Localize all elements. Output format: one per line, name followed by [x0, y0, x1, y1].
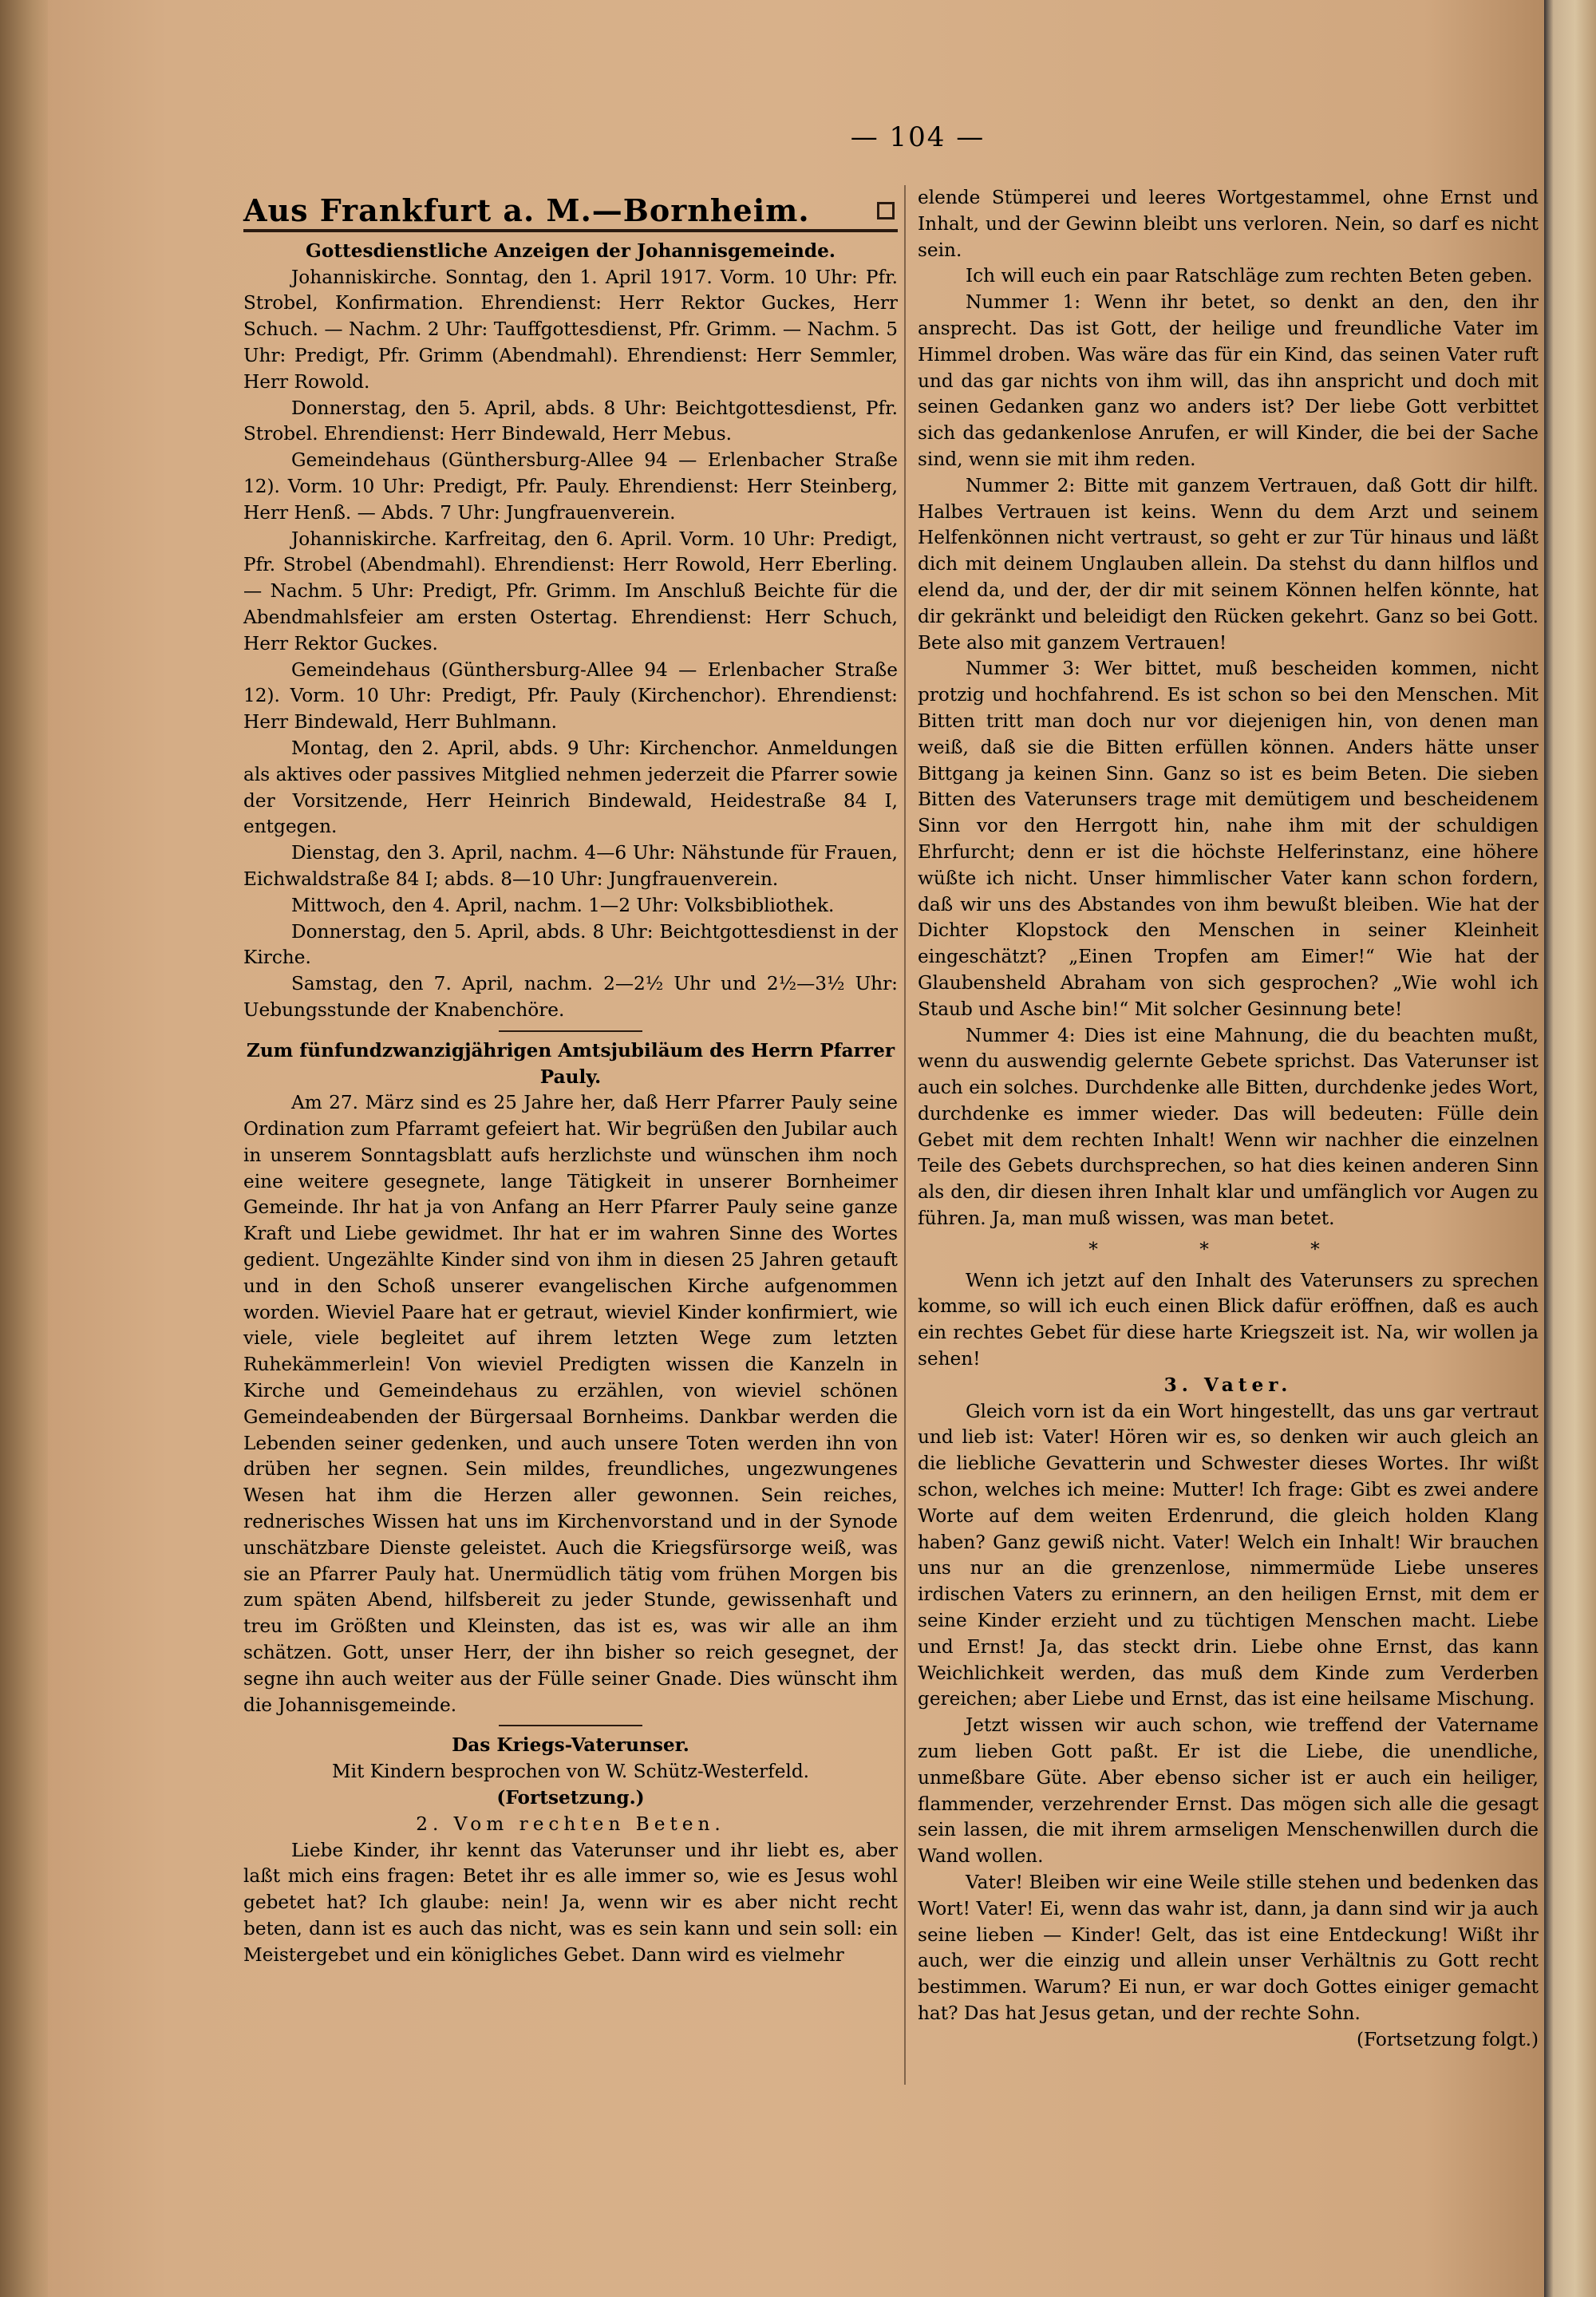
jubilee-heading: Zum fünfundzwanzigjährigen Amtsjubiläum des Herrn Pfarrer Pauly. — [246, 1039, 895, 1088]
service-paragraph: Gemeindehaus (Günthersburg-Allee 94 — Erlenbacher Straße 12). Vorm. 10 Uhr: Predigt, Pfr. Pauly. Ehrendienst: Herr Steinberg, Herr Henß. — Abds. 7 Uhr: Jungfrauenverein. — [243, 449, 898, 524]
section-divider — [499, 1030, 642, 1032]
article-byline: Mit Kindern besprochen von W. Schütz-Westerfeld. — [331, 1761, 810, 1783]
service-paragraph: Johanniskirche. Karfreitag, den 6. April. Vorm. 10 Uhr: Predigt, Pfr. Strobel (Abendmahl). Ehrendienst: Herr Rowold, Herr Eberling. — Nachm. 5 Uhr: Predigt, Pfr. Grimm. Im Anschluß Beichte für die Abendmahlsfeier am ersten Ostertag. Ehrendienst: Herr Schuch, Herr Rektor Guckes. — [243, 528, 898, 654]
article-paragraph: Nummer 2: Bitte mit ganzem Vertrauen, daß Gott dir hilft. Halbes Vertrauen ist keins. Wenn du dem Arzt und seinem Helfenkönnen nicht vertraust, so geht er zur Tür hinaus und läßt dich mit deinem Unglauben allein. Da stehst du dann hilflos und elend da, und der, der dir mit seinem Können helfen könnte, hat dir gekränkt und beleidigt den Rücken gekehrt. Ganz so bei Gott. Bete also mit ganzem Vertrauen! — [918, 474, 1539, 654]
article-paragraph: elende Stümperei und leeres Wortgestammel, ohne Ernst und Inhalt, und der Gewinn bleibt uns verloren. Nein, so darf es nicht sein. — [918, 187, 1539, 261]
article-subheading: 3. Vater. — [1163, 1374, 1293, 1396]
column-rule — [904, 185, 906, 2085]
article-paragraph: Wenn ich jetzt auf den Inhalt des Vaterunsers zu sprechen komme, so will ich euch einen Blick dafür eröffnen, daß es auch ein rechtes Gebet für diese harte Kriegszeit ist. Na, wir wollen ja sehen! — [918, 1269, 1539, 1370]
article-paragraph: Gleich vorn ist da ein Wort hingestellt, das uns gar vertraut und lieb ist: Vater! Hören wir es, so denken wir auch gleich an die liebliche Gevatterin und Schwester dieses Wortes. Ihr wißt schon, welches ich meine: Mutter! Ich frage: Gibt es zwei andere Worte auf dem weiten Erdenrund, die gleich holden Klang haben? Ganz gewiß nicht. Vater! Welch ein Inhalt! Wir brauchen uns nur an die grenzenlose, nimmermüde Liebe unseres irdischen Vaters zu erinnern, an den heiligen Ernst, mit dem er seine Kinder erzieht und zu tüchtigen Menschen macht. Liebe und Ernst! Ja, das steckt drin. Liebe ohne Ernst, das kann Weichlichkeit werden, das muß dem Kinde zum Verderben gereichen; aber Liebe und Ernst, das ist eine heilsame Mischung. — [918, 1400, 1539, 1710]
article-paragraph: Ich will euch ein paar Ratschläge zum rechten Beten geben. — [966, 265, 1533, 287]
continuation-note: (Fortsetzung folgt.) — [1356, 2028, 1539, 2050]
service-paragraph: Donnerstag, den 5. April, abds. 8 Uhr: Beichtgottesdienst, Pfr. Strobel. Ehrendienst: Herr Bindewald, Herr Mebus. — [243, 397, 898, 445]
article-title: Das Kriegs-Vaterunser. — [452, 1734, 689, 1757]
service-paragraph: Montag, den 2. April, abds. 9 Uhr: Kirchenchor. Anmeldungen als aktives oder passives Mitglied nehmen jederzeit die Pfarrer sowie der Vorsitzende, Herr Heinrich Bindewald, Heidestraße 84 I, entgegen. — [243, 737, 898, 838]
article-paragraph: Jetzt wissen wir auch schon, wie treffend der Vatername zum lieben Gott paßt. Er ist die Liebe, die unendliche, unmeßbare Güte. Aber ebenso sicher ist er auch ein heiliger, flammender, verzehrender Ernst. Das mögen sich alle die gesagt sein lassen, die mit ihrem armseligen Menschenwillen durch die Wand wollen. — [918, 1714, 1539, 1868]
square-ornament-icon — [877, 202, 895, 219]
article-text: Liebe Kinder, ihr kennt das Vaterunser und ihr liebt es, aber laßt mich eins fragen: Betet ihr es alle immer so, wie es Jesus wohl gebetet hat? Ich glaube: nein! Ja, wenn wir es aber nicht recht beten, dann ist es auch das nicht, was es sein kann und sein soll: ein Meistergebet und ein königliches Gebet. Dann wird es vielmehr — [243, 1839, 898, 1966]
service-paragraph: Samstag, den 7. April, nachm. 2—2½ Uhr und 2½—3½ Uhr: Uebungsstunde der Knabenchöre. — [243, 973, 898, 1021]
service-paragraph: Gemeindehaus (Günthersburg-Allee 94 — Erlenbacher Straße 12). Vorm. 10 Uhr: Predigt, Pfr. Pauly (Kirchenchor). Ehrendienst: Herr Bindewald, Herr Buhlmann. — [243, 658, 898, 733]
service-paragraph: Johanniskirche. Sonntag, den 1. April 1917. Vorm. 10 Uhr: Pfr. Strobel, Konfirmation. Ehrendienst: Herr Rektor Guckes, Herr Schuch. — Nachm. 2 Uhr: Tauffgottesdienst, Pfr. Grimm. — Nachm. 5 Uhr: Predigt, Pfr. Grimm (Abendmahl). Ehrendienst: Herr Semmler, Herr Rowold. — [243, 266, 898, 393]
page-number: — 104 — — [850, 121, 986, 153]
stars-separator: * * * — [1088, 1238, 1368, 1260]
jubilee-text: Am 27. März sind es 25 Jahre her, daß Herr Pfarrer Pauly seine Ordination zum Pfarramt gefeiert hat. Wir begrüßen den Jubilar auch in unserem Sonntagsblatt aufs herzlichste und wünschen ihm noch eine weitere gesegnete, lange Tätigkeit in unserer Bornheimer Gemeinde. Ihr hat ja von Anfang an Herr Pfarrer Pauly seine ganze Kraft und Liebe gewidmet. Ihr hat er im wahren Sinne des Wortes gedient. Ungezählte Kinder sind von ihm in diesen 25 Jahren getauft und in den Schoß unserer evangelischen Kirche aufgenommen worden. Wieviel Paare hat er getraut, wieviel Kinder konfirmiert, wie viele, viele begleitet auf ihrem letzten Wege zum letzten Ruhekämmerlein! Von wieviel Predigten wissen die Kanzeln in Kirche und Gemeindehaus zu erzählen, von wieviel schönen Gemeindeabenden der Bürgersaal Bornheims. Dankbar werden die Lebenden seiner gedenken, und auch unsere Toten werden ihn von drüben her segnen. Sein mildes, freundliches, ungezwungenes Wesen hat ihm die Herzen aller gewonnen. Sein reiches, rednerisches Wissen hat uns im Kirchenvorstand und in der Synode unschätzbare Dienste geleistet. Auch die Kriegsfürsorge weiß, was sie an Pfarrer Pauly hat. Unermüdlich tätig vom frühen Morgen bis zum späten Abend, hilfsbereit zu jeder Stunde, gewissenhaft und treu im Größten und Kleinsten, das ist es, was wir alle an ihm schätzen. Gott, unser Herr, der ihn bisher so reich gesegnet, der segne ihn auch weiter aus der Fülle seiner Gnade. Dies wünscht ihm die Johannisgemeinde. — [243, 1092, 898, 1716]
section-divider — [499, 1725, 642, 1726]
service-paragraph: Donnerstag, den 5. April, abds. 8 Uhr: Beichtgottesdienst in der Kirche. — [243, 920, 898, 969]
article-paragraph: Nummer 4: Dies ist eine Mahnung, die du beachten mußt, wenn du auswendig gelernte Gebete sprichst. Das Vaterunser ist auch ein solches. Durchdenke alle Bitten, durchdenke jedes Wort, durchdenke es immer wieder. Das will bedeuten: Fülle dein Gebet mit dem rechten Inhalt! Wenn wir nachher die einzelnen Teile des Gebets durchsprechen, so hat dies keinen anderen Sinn als den, dir diesen ihren Inhalt klar und umfänglich vor Augen zu führen. Ja, man muß wissen, was man betet. — [918, 1024, 1539, 1230]
article-paragraph: Nummer 1: Wenn ihr betet, so denkt an den, den ihr ansprecht. Das ist Gott, der heilige und freundliche Vater im Himmel droben. Was wäre das für ein Kind, das seinen Vater ruft und das gar nichts von ihm will, das ihn anspricht und doch mit seinen Gedanken ganz wo anders ist? Der liebe Gott verbittet sich das gedankenlose Anrufen, er will Kinder, die bei der Sache sind, wenn sie mit ihm reden. — [918, 291, 1539, 470]
article-paragraph: Nummer 3: Wer bittet, muß bescheiden kommen, nicht protzig und hochfahrend. Es ist schon so bei den Menschen. Mit Bitten tritt man doch nur vor diejenigen hin, von denen man weiß, daß sie die Bitten erfüllen können. Anders hätte unser Bittgang ja keinen Sinn. Ganz so ist es beim Beten. Die sieben Bitten des Vaterunsers trage mit demütigem und bescheidenem Sinn vor den Herrgott hin, nahe ihm mit der schuldigen Ehrfurcht; denn er ist die höchste Helferinstanz, eine höhere wüßte ich nicht. Unser himmlischer Vater kann schon fordern, daß wir uns des Abstandes von ihm bewußt bleiben. Wie hat der Dichter Klopstock den Menschen in seiner Kleinheit eingeschätzt? „Einen Tropfen am Eimer!“ Wie hat der Glaubensheld Abraham von sich gesprochen? „Wie wohl ich Staub und Asche bin!“ Mit solcher Gesinnung bete! — [918, 658, 1539, 1020]
left-column — [243, 192, 898, 1969]
book-spine-edge — [0, 0, 48, 2297]
masthead-rule — [243, 229, 898, 232]
service-paragraph: Mittwoch, den 4. April, nachm. 1—2 Uhr: Volksbibliothek. — [291, 894, 835, 916]
masthead-title: Aus Frankfurt a. M.—Bornheim. — [243, 192, 810, 228]
article-continuation: (Fortsetzung.) — [496, 1787, 645, 1809]
masthead — [243, 192, 898, 228]
next-page-edge — [1544, 0, 1596, 2297]
article-subheading: 2. Vom rechten Beten. — [416, 1813, 725, 1835]
service-paragraph: Dienstag, den 3. April, nachm. 4—6 Uhr: Nähstunde für Frauen, Eichwaldstraße 84 I; abds. 8—10 Uhr: Jungfrauenverein. — [243, 842, 898, 890]
right-column — [918, 185, 1539, 2054]
services-heading: Gottesdienstliche Anzeigen der Johannisgemeinde. — [306, 239, 836, 262]
article-paragraph: Vater! Bleiben wir eine Weile stille stehen und bedenken das Wort! Vater! Ei, wenn das wahr ist, dann, ja dann sind wir ja auch seine lieben — Kinder! Gelt, das ist eine Entdeckung! Wißt ihr auch, wer die einzig und allein unser Verhältnis zu Gott recht bestimmen. Warum? Ei nun, er war doch Gottes einiger gemacht hat? Das hat Jesus getan, und der rechte Sohn. — [918, 1872, 1539, 2024]
